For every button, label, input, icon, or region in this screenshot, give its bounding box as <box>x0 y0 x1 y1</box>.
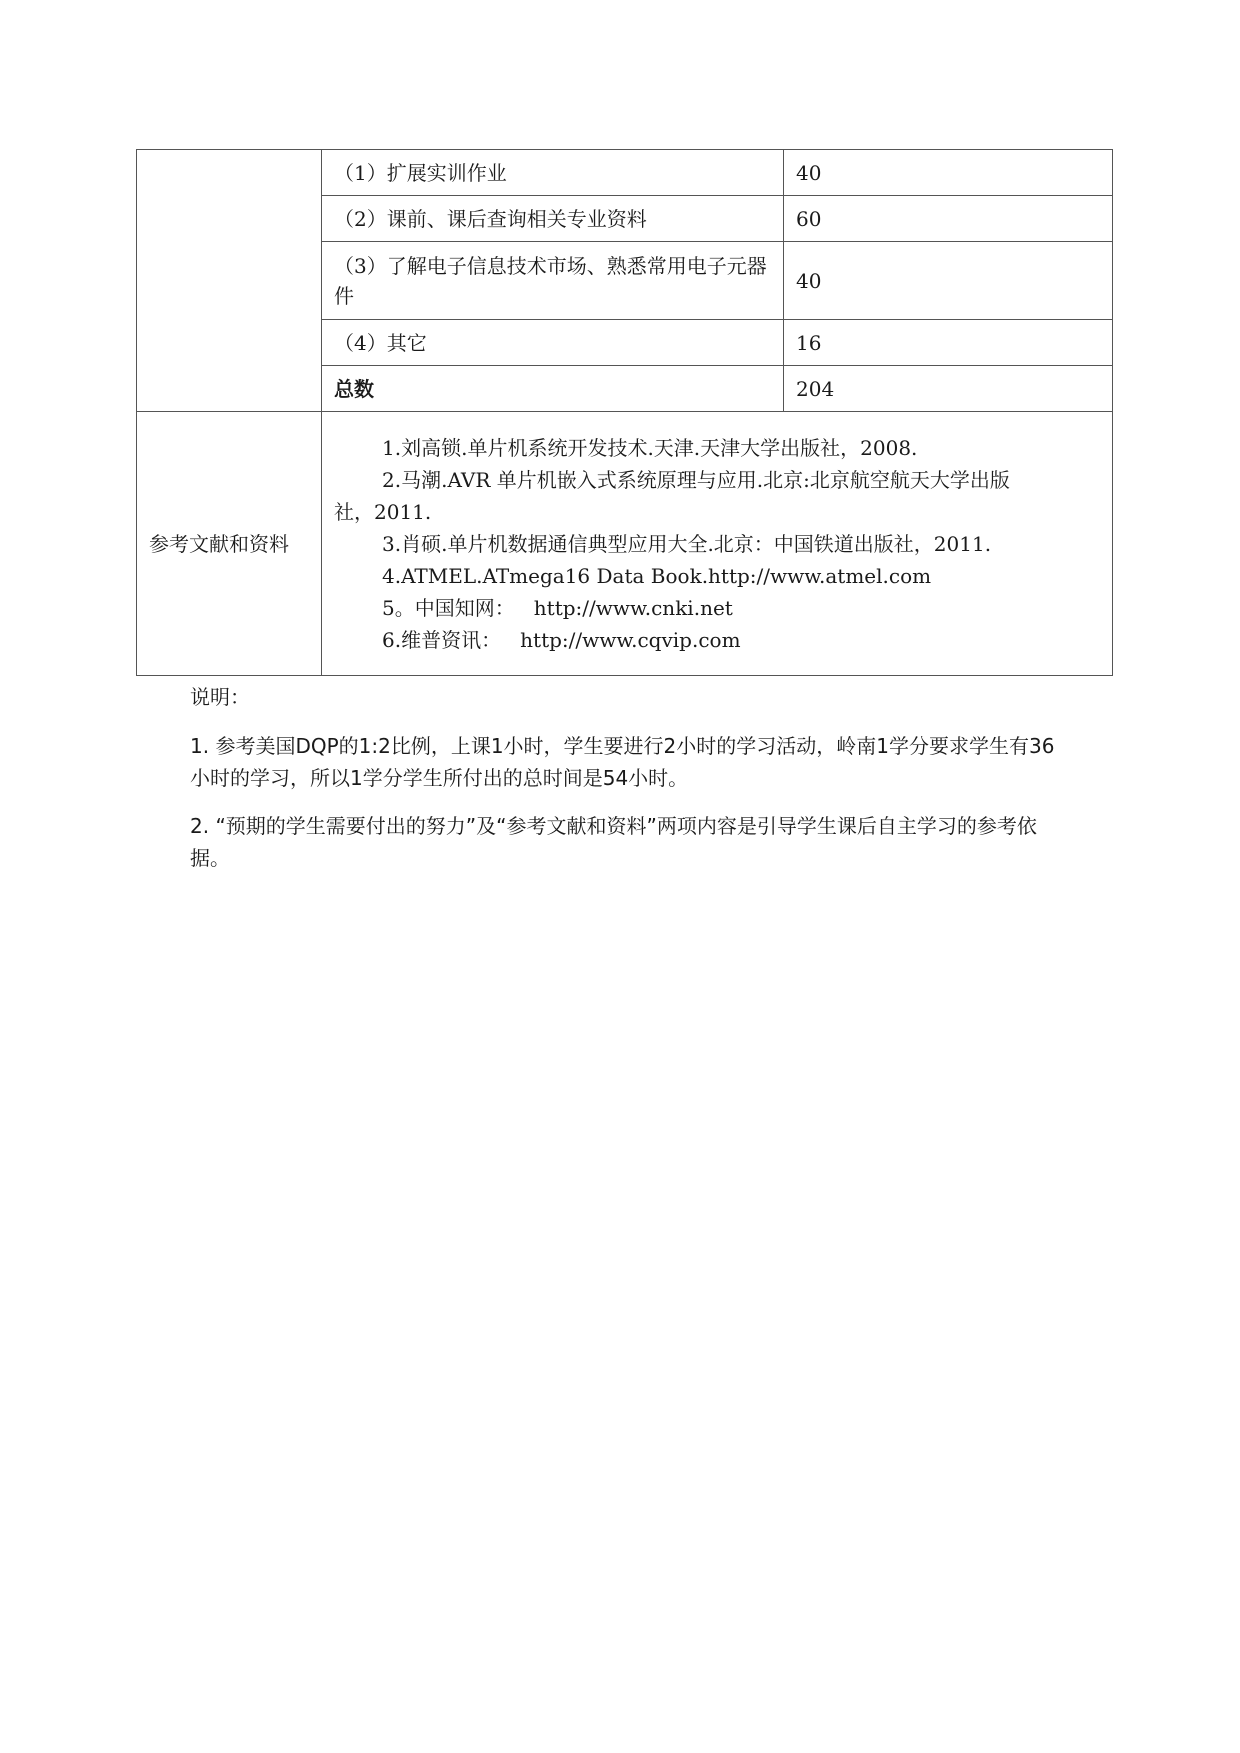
activity-cell: （1）扩展实训作业 <box>322 150 784 196</box>
reference-item: 2.马潮.AVR 单片机嵌入式系统原理与应用.北京:北京航空航天大学出版 <box>382 467 1010 492</box>
references-label: 参考文献和资料 <box>137 412 322 676</box>
reference-item: 3.肖硕.单片机数据通信典型应用大全.北京：中国铁道出版社，2011. <box>382 531 992 556</box>
reference-item: 4.ATMEL.ATmega16 Data Book.http://www.atmel.com <box>382 563 932 588</box>
hours-cell: 40 <box>784 150 1113 196</box>
reference-item: 5。中国知网： http://www.cnki.net <box>382 595 733 620</box>
notes-section <box>190 682 1070 890</box>
course-effort-table <box>136 149 1113 676</box>
references-list <box>322 412 1113 676</box>
table-row-references <box>137 412 1113 676</box>
hours-cell: 60 <box>784 196 1113 242</box>
hours-cell: 16 <box>784 320 1113 366</box>
activity-cell: （3）了解电子信息技术市场、熟悉常用电子元器件 <box>322 242 784 320</box>
note-item: 2. “预期的学生需要付出的努力”及“参考文献和资料”两项内容是引导学生课后自主学习的参考依据。 <box>190 814 1037 870</box>
activity-cell: （2）课前、课后查询相关专业资料 <box>322 196 784 242</box>
reference-item: 1.刘高锁.单片机系统开发技术.天津.天津大学出版社，2008. <box>382 435 918 460</box>
reference-item-continued: 社，2011. <box>334 499 432 524</box>
effort-section-cell <box>137 150 322 412</box>
notes-title: 说明： <box>190 685 250 709</box>
activity-cell: （4）其它 <box>322 320 784 366</box>
total-label: 总数 <box>322 366 784 412</box>
reference-item: 6.维普资讯： http://www.cqvip.com <box>382 627 741 652</box>
table-row <box>137 150 1113 196</box>
total-hours: 204 <box>784 366 1113 412</box>
hours-cell: 40 <box>784 242 1113 320</box>
note-item: 1. 参考美国DQP的1:2比例，上课1小时，学生要进行2小时的学习活动，岭南1学分要求学生有36小时的学习，所以1学分学生所付出的总时间是54小时。 <box>190 734 1055 790</box>
